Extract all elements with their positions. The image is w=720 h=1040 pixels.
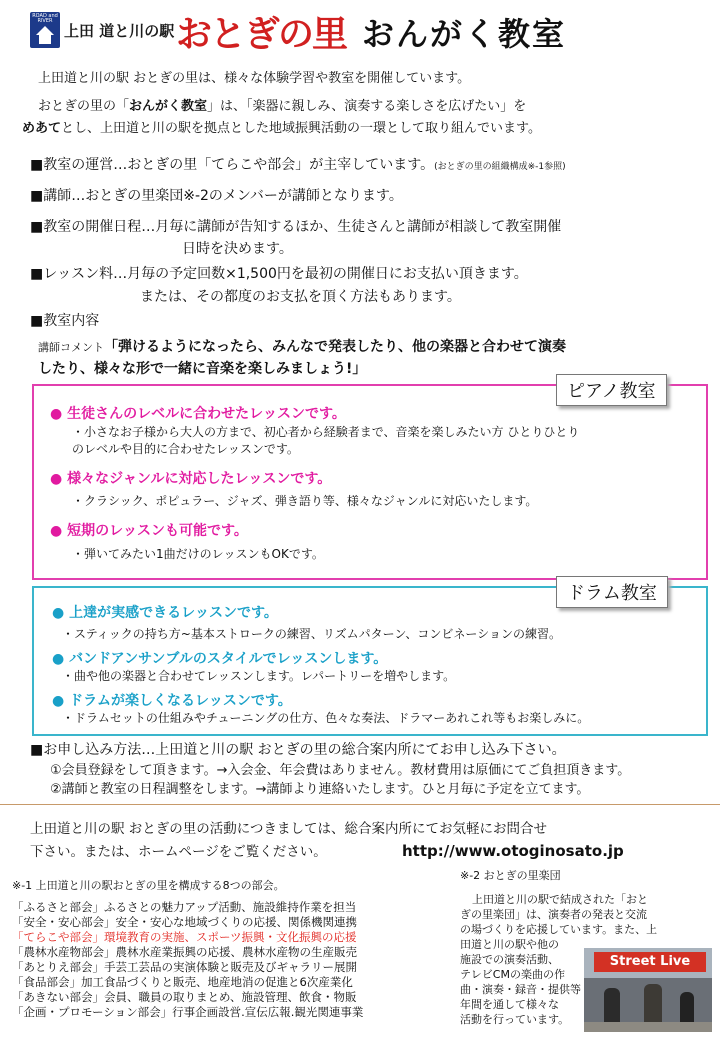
piano-item-3-title bbox=[50, 520, 248, 540]
operation-line bbox=[30, 155, 566, 177]
drum-item-1-desc: ・スティックの持ち方~基本ストロークの練習、リズムパターン、コンビネーションの練習。 bbox=[62, 627, 561, 641]
band-line: 施設での演奏活動、 bbox=[460, 953, 559, 966]
fee-line-2: または、その都度のお支払を頂く方法もあります。 bbox=[140, 289, 461, 305]
stage-floor bbox=[584, 1022, 712, 1032]
drum-item-2-desc: ・曲や他の楽器と合わせてレッスンします。レパートリーを増やします。 bbox=[62, 669, 456, 683]
intro-text: とし、上田道と川の駅を拠点とした地域振興活動の一環として取り組んでいます。 bbox=[61, 121, 541, 136]
band-line: 上田道と川の駅で結成された「おと bbox=[472, 893, 648, 906]
footnote-2-title: ※-2 おとぎの里楽団 bbox=[460, 869, 561, 882]
page-header bbox=[0, 0, 720, 62]
drum-item-3-title bbox=[52, 690, 292, 710]
apply-method-line: ■お申し込み方法…上田道と川の駅 おとぎの里の総合案内所にてお申し込み下さい。 bbox=[30, 742, 566, 758]
street-live-photo bbox=[584, 948, 712, 1032]
station-name: 上田 道と川の駅 bbox=[64, 22, 175, 40]
club-row: 「あきない部会」会員、職員の取りまとめ、施設管理、飲食・物販 bbox=[12, 990, 357, 1004]
piano-item-1-desc-1: ・小さなお子様から大人の方まで、初心者から経験者まで、音楽を楽しみたい方 ひとりひとり bbox=[72, 425, 580, 439]
bullet-icon: ● bbox=[50, 471, 68, 487]
piano-item-1-desc-2: のレベルや目的に合わせたレッスンです。 bbox=[72, 442, 299, 456]
bullet-icon: ● bbox=[50, 406, 68, 422]
intro-text: 」は、「楽器に親しみ、演奏する楽しさを広げたい」を bbox=[207, 99, 527, 114]
bullet-icon: ● bbox=[52, 693, 70, 709]
street-live-banner: Street Live bbox=[594, 952, 706, 972]
footnote-1-title: ※-1 上田道と川の駅おとぎの里を構成する8つの部会。 bbox=[12, 879, 285, 892]
apply-step-2: ②講師と教室の日程調整をします。→講師より連絡いたします。ひと月毎に予定を立てます。 bbox=[50, 782, 590, 797]
intro-line-1: 上田道と川の駅 おとぎの里は、様々な体験学習や教室を開催しています。 bbox=[38, 71, 471, 86]
drum-item-title-text: ドラムが楽しくなるレッスンです。 bbox=[69, 693, 292, 709]
club-row: 「あとりえ部会」手芸工芸品の実演体験と販売及びギャラリー展開 bbox=[12, 960, 357, 974]
drum-class-label: ドラム教室 bbox=[556, 576, 668, 608]
house-icon bbox=[39, 35, 51, 44]
piano-item-2-desc: ・クラシック、ポピュラー、ジャズ、弾き語り等、様々なジャンルに対応いたします。 bbox=[72, 494, 538, 508]
band-line: 田道と川の駅や他の bbox=[460, 938, 559, 951]
house-roof-icon bbox=[36, 26, 54, 35]
drum-item-1-title bbox=[52, 602, 278, 622]
band-line: 活動を行っています。 bbox=[460, 1013, 570, 1026]
band-line: の場づくりを応援しています。また、上 bbox=[460, 923, 658, 936]
piano-item-title-text: 様々なジャンルに対応したレッスンです。 bbox=[67, 471, 332, 487]
operation-text: ■教室の運営…おとぎの里「てらこや部会」が主宰しています。 bbox=[30, 157, 435, 173]
section-divider bbox=[0, 804, 720, 805]
band-line: テレビCMの楽曲の作 bbox=[460, 968, 565, 981]
club-list bbox=[12, 900, 363, 1020]
club-row-highlight: 「てらこや部会」環境教育の実施、スポーツ振興・文化振興の応援 bbox=[12, 930, 357, 944]
logo-text: ROAD and RIVER bbox=[32, 13, 58, 24]
page-title: おんがく教室 bbox=[362, 15, 567, 53]
homepage-link[interactable]: http://www.otoginosato.jp bbox=[402, 842, 624, 860]
intro-line-3 bbox=[22, 120, 541, 138]
bullet-icon: ● bbox=[50, 523, 68, 539]
piano-item-title-text: 短期のレッスンも可能です。 bbox=[67, 523, 248, 539]
band-line: 年間を通して様々な bbox=[460, 998, 559, 1011]
drum-item-3-desc: ・ドラムセットの仕組みやチューニングの仕方、色々な奏法、ドラマーあれこれ等もお楽しみに。 bbox=[62, 711, 590, 725]
operation-note: (おとぎの里の組織構成※-1参照) bbox=[434, 162, 566, 172]
piano-item-title-text: 生徒さんのレベルに合わせたレッスンです。 bbox=[67, 406, 346, 422]
piano-item-1-title bbox=[50, 403, 346, 423]
contact-line-1: 上田道と川の駅 おとぎの里の活動につきましては、総合案内所にてお気軽にお問合せ bbox=[30, 821, 548, 837]
club-row: 「食品部会」加工食品づくりと販売、地産地消の促進と6次産業化 bbox=[12, 975, 353, 989]
brand-logo-text: おとぎの里 bbox=[176, 13, 347, 55]
schedule-line-2: 日時を決めます。 bbox=[182, 241, 293, 257]
club-row: 「ふるさと部会」ふるさとの魅力アップ活動、施設維持作業を担当 bbox=[12, 900, 357, 914]
fee-line-1: ■レッスン料…月毎の予定回数×1,500円を最初の開催日にお支払い頂きます。 bbox=[30, 266, 528, 282]
bullet-icon: ● bbox=[52, 651, 70, 667]
drum-item-title-text: 上達が実感できるレッスンです。 bbox=[69, 605, 278, 621]
piano-item-3-desc: ・弾いてみたい1曲だけのレッスンもOKです。 bbox=[72, 547, 324, 561]
intro-text: おとぎの里の「 bbox=[38, 99, 130, 114]
drum-item-2-title bbox=[52, 648, 387, 668]
content-heading: ■教室内容 bbox=[30, 313, 100, 329]
apply-step-1: ①会員登録をして頂きます。→入会金、年会費はありません。教材費用は原価にてご負担頂きます。 bbox=[50, 763, 631, 778]
road-and-river-logo bbox=[30, 12, 60, 48]
comment-label: 講師コメント bbox=[38, 341, 104, 354]
piano-class-label: ピアノ教室 bbox=[556, 374, 667, 406]
teacher-comment-line-1 bbox=[38, 337, 566, 358]
band-line: ぎの里楽団」は、演奏者の発表と交流 bbox=[460, 908, 647, 921]
teacher-line: ■講師…おとぎの里楽団※-2のメンバーが講師となります。 bbox=[30, 188, 403, 204]
piano-item-2-title bbox=[50, 468, 331, 488]
schedule-line-1: ■教室の開催日程…月毎に講師が告知するほか、生徒さんと講師が相談して教室開催 bbox=[30, 219, 562, 235]
comment-text: 「弾けるようになったら、みんなで発表したり、他の楽器と合わせて演奏 bbox=[104, 339, 566, 355]
intro-emphasis: めあて bbox=[22, 121, 62, 136]
club-row: 「農林水産物部会」農林水産業振興の応援、農林水産物の生産販売 bbox=[12, 945, 357, 959]
club-row: 「企画・プロモーション部会」行事企画設営.宣伝広報.観光関連事業 bbox=[12, 1005, 364, 1019]
intro-emphasis: おんがく教室 bbox=[129, 99, 208, 114]
club-row: 「安全・安心部会」安全・安心な地域づくりの応援、関係機関連携 bbox=[12, 915, 357, 929]
teacher-comment-line-2: したり、様々な形で一緒に音楽を楽しみましょう!」 bbox=[38, 361, 367, 377]
bullet-icon: ● bbox=[52, 605, 70, 621]
drum-item-title-text: バンドアンサンブルのスタイルでレッスンします。 bbox=[69, 651, 388, 667]
intro-line-2 bbox=[38, 98, 526, 116]
band-line: 曲・演奏・録音・提供等 bbox=[460, 983, 581, 996]
contact-line-2: 下さい。または、ホームページをご覧ください。 bbox=[30, 844, 327, 860]
